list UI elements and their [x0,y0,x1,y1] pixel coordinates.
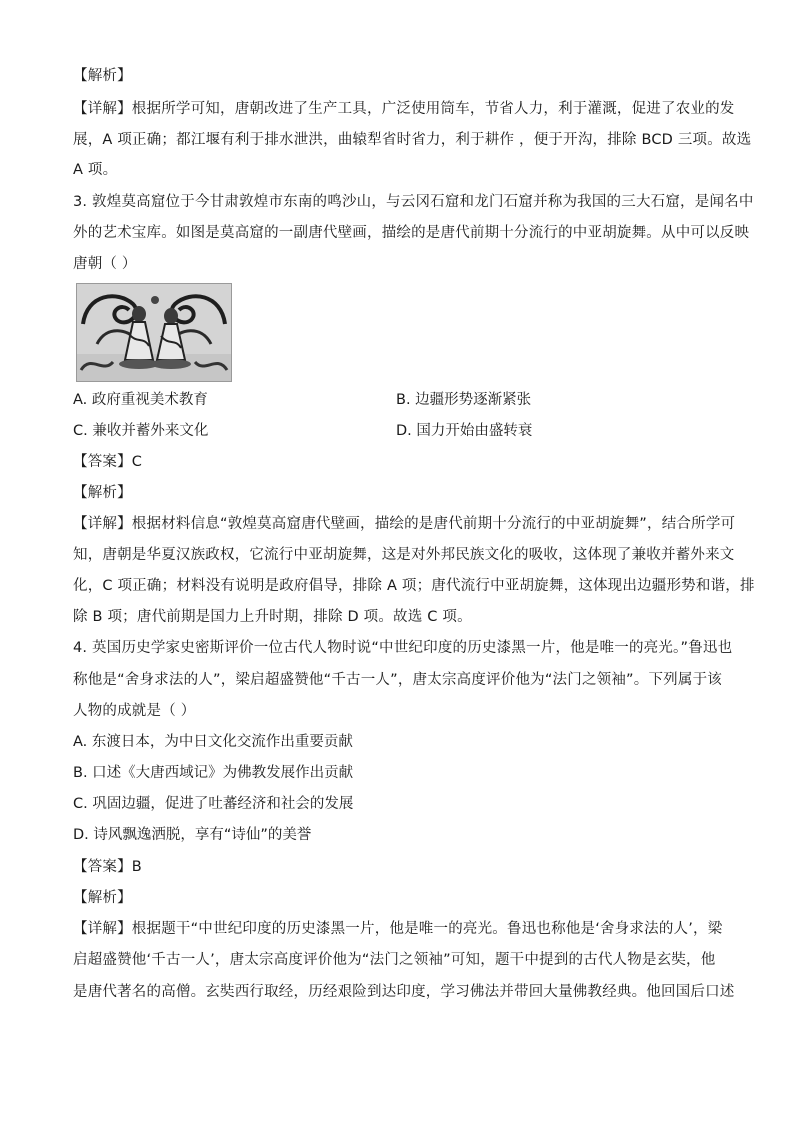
q2-detail-line-1: 【详解】根据所学可知，唐朝改进了生产工具，广泛使用筒车，节省人力，利于灌溉，促进了农业的发 [73,101,735,117]
q3-option-d: D. 国力开始由盛转衰 [396,423,533,439]
q4-analysis-label: 【解析】 [73,890,132,906]
q4-detail-line-3: 是唐代著名的高僧。玄奘西行取经，历经艰险到达印度，学习佛法并带回大量佛教经典。他回国后口述 [73,984,735,1000]
dunhuang-mural-image [76,283,232,382]
q3-detail-line-1: 【详解】根据材料信息“敦煌莫高窟唐代壁画，描绘的是唐代前期十分流行的中亚胡旋舞”，结合所学可 [73,516,736,532]
q2-detail-line-2: 展，A 项正确；都江堰有利于排水泄洪，曲辕犁省时省力，利于耕作 ，便于开沟，排除 BCD 三项。故选 [73,132,752,148]
q4-stem-line-1: 4. 英国历史学家史密斯评价一位古代人物时说“中世纪印度的历史漆黑一片，他是唯一的亮光。”鲁迅也 [73,640,733,656]
q4-stem-line-3: 人物的成就是（ ） [73,703,196,719]
q4-option-c: C. 巩固边疆，促进了吐蕃经济和社会的发展 [73,796,354,812]
q3-analysis-label: 【解析】 [73,485,132,501]
q3-stem-line-2: 外的艺术宝库。如图是莫高窟的一副唐代壁画，描绘的是唐代前期十分流行的中亚胡旋舞。从中可以反映 [73,225,750,241]
q3-stem-line-1: 3. 敦煌莫高窟位于今甘肃敦煌市东南的鸣沙山，与云冈石窟和龙门石窟并称为我国的三大石窟，是闻名中 [73,194,754,210]
q4-answer: 【答案】B [73,859,142,875]
q3-option-a: A. 政府重视美术教育 [73,392,208,408]
q2-detail-line-3: A 项。 [73,162,118,178]
q3-detail-line-4: 除 B 项；唐代前期是国力上升时期，排除 D 项。故选 C 项。 [73,609,472,625]
q4-option-a: A. 东渡日本，为中日文化交流作出重要贡献 [73,734,353,750]
q4-stem-line-2: 称他是“舍身求法的人”，梁启超盛赞他“千古一人”，唐太宗高度评价他为“法门之领袖”。下列属于该 [73,672,722,688]
q4-option-b: B. 口述《大唐西域记》为佛教发展作出贡献 [73,765,354,781]
q4-detail-line-1: 【详解】根据题干“中世纪印度的历史漆黑一片，他是唯一的亮光。鲁迅也称他是‘舍身求法的人’，梁 [73,921,723,937]
q3-answer: 【答案】C [73,454,143,470]
q2-analysis-label: 【解析】 [73,68,132,84]
q3-detail-line-2: 知，唐朝是华夏汉族政权，它流行中亚胡旋舞，这是对外邦民族文化的吸收，这体现了兼收并蓄外来文 [73,547,735,563]
q4-detail-line-2: 启超盛赞他‘千古一人’，唐太宗高度评价他为“法门之领袖”可知，题干中提到的古代人物是玄奘，他 [73,952,716,968]
q4-option-d: D. 诗风飘逸洒脱，享有“诗仙”的美誉 [73,827,312,843]
q3-option-c: C. 兼收并蓄外来文化 [73,423,209,439]
q3-stem-line-3: 唐朝（ ） [73,256,137,272]
q3-detail-line-3: 化，C 项正确；材料没有说明是政府倡导，排除 A 项；唐代流行中亚胡旋舞，这体现出边疆形势和谐，排 [73,578,755,594]
q3-option-b: B. 边疆形势逐渐紧张 [396,392,532,408]
